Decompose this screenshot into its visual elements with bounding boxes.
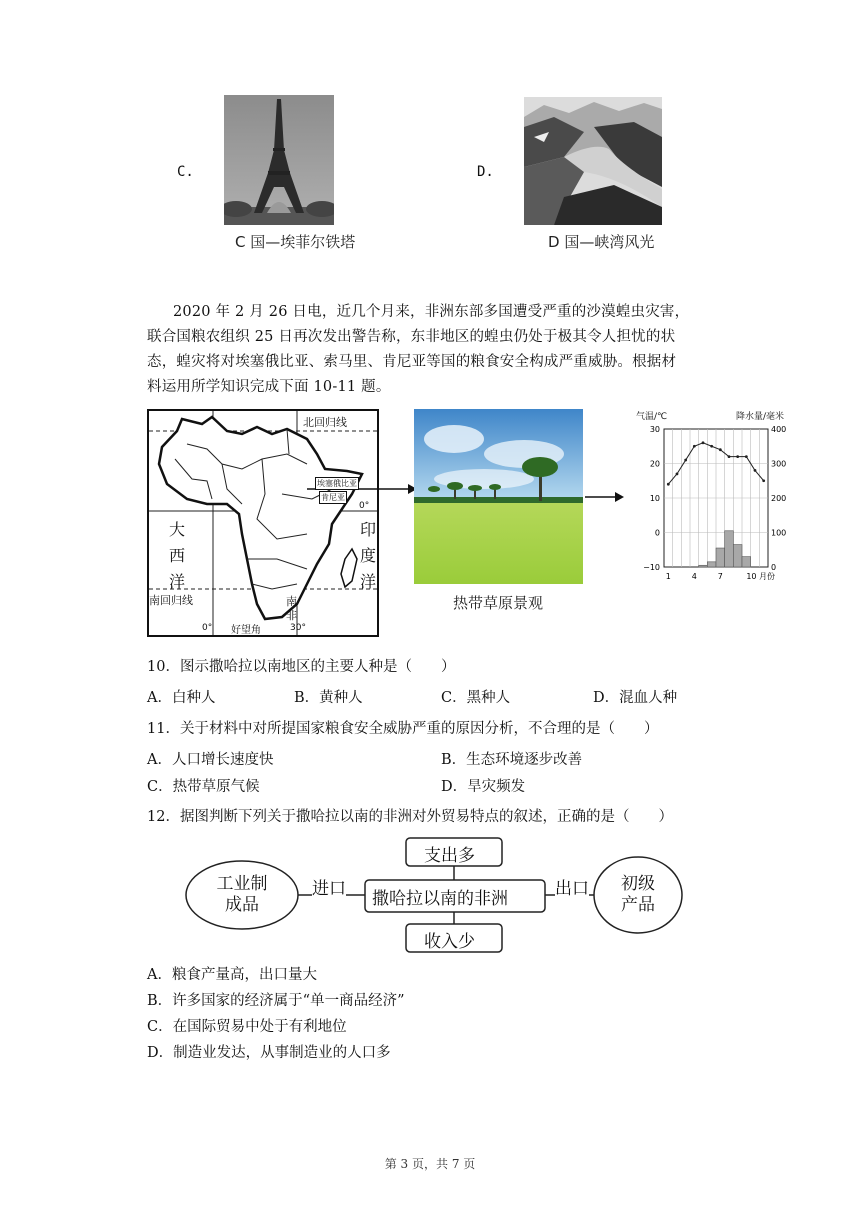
climate-chart bbox=[628, 409, 798, 591]
option-d-caption: D 国—峡湾风光 bbox=[548, 233, 655, 251]
trade-top-label: 支出多 bbox=[424, 846, 475, 866]
month-tick-label: 10 月份 bbox=[746, 572, 776, 581]
trade-right-label: 初级 产品 bbox=[621, 874, 655, 915]
eiffel-tower-photo bbox=[224, 95, 334, 225]
q12-stem: 12．据图判断下列关于撒哈拉以南的非洲对外贸易特点的叙述，正确的是（ ） bbox=[147, 809, 673, 825]
precip-tick-label: 300 bbox=[771, 459, 787, 469]
precip-tick-label: 200 bbox=[771, 494, 787, 503]
temp-point bbox=[745, 455, 748, 458]
precip-bar bbox=[716, 548, 725, 567]
material-line-2: 联合国粮农组织 25 日再次发出警告称，东非地区的蝗虫仍处于极其令人担忧的状 bbox=[147, 329, 676, 345]
precip-bar bbox=[725, 531, 734, 567]
temp-tick-label: 30 bbox=[649, 425, 660, 434]
trade-bottom-label: 收入少 bbox=[424, 932, 475, 952]
temp-point bbox=[702, 441, 705, 444]
cape-good-hope-label: 好望角 bbox=[231, 625, 261, 636]
fjord-photo bbox=[524, 97, 662, 225]
q12-option-d[interactable]: D．制造业发达，从事制造业的人口多 bbox=[147, 1045, 391, 1061]
savanna-caption: 热带草原景观 bbox=[453, 594, 544, 612]
temp-point bbox=[762, 479, 765, 482]
temp-point bbox=[693, 445, 696, 448]
africa-map bbox=[147, 409, 379, 637]
q10-stem: 10．图示撒哈拉以南地区的主要人种是（ ） bbox=[147, 659, 456, 675]
q10-option-c[interactable]: C．黑种人 bbox=[441, 690, 511, 706]
month-tick-label: 1 bbox=[665, 572, 671, 581]
precip-tick-label: 100 bbox=[771, 528, 787, 538]
q11-option-c[interactable]: C．热带草原气候 bbox=[147, 779, 260, 795]
indian-ocean-label: 印 度 洋 bbox=[360, 520, 377, 591]
temp-tick-label: −10 bbox=[643, 563, 660, 572]
precip-bar bbox=[733, 545, 742, 567]
tropic-north-label: 北回归线 bbox=[303, 416, 347, 429]
precip-bar bbox=[699, 565, 708, 567]
material-line-1: 2020 年 2 月 26 日电，近几个月来，非洲东部多国遭受严重的沙漠蝗虫灾害， bbox=[173, 304, 690, 320]
lon-30-label: 30° bbox=[290, 623, 306, 633]
temp-point bbox=[667, 483, 670, 486]
temp-point bbox=[684, 459, 687, 462]
q11-stem: 11．关于材料中对所提国家粮食安全威胁严重的原因分析，不合理的是（ ） bbox=[147, 721, 659, 737]
option-d-letter: D. bbox=[477, 164, 494, 180]
temp-point bbox=[719, 448, 722, 451]
trade-export-label: 出口 bbox=[555, 874, 589, 899]
temp-point bbox=[736, 455, 739, 458]
precip-axis-label: 降水量/毫米 bbox=[736, 412, 785, 422]
q11-option-d[interactable]: D．旱灾频发 bbox=[441, 779, 526, 795]
precip-tick-label: 0 bbox=[771, 563, 777, 572]
temp-axis-label: 气温/℃ bbox=[636, 412, 668, 422]
q12-option-c[interactable]: C．在国际贸易中处于有利地位 bbox=[147, 1019, 347, 1035]
page-footer: 第 3 页，共 7 页 bbox=[384, 1157, 476, 1171]
savanna-photo bbox=[414, 409, 583, 584]
q11-option-b[interactable]: B．生态环境逐步改善 bbox=[441, 752, 583, 768]
trade-import-label: 进口 bbox=[312, 874, 346, 899]
q10-option-a[interactable]: A．白种人 bbox=[147, 690, 216, 706]
month-tick-label: 4 bbox=[691, 572, 697, 581]
precip-bar bbox=[742, 557, 751, 567]
tropic-south-label: 南回归线 bbox=[149, 594, 193, 607]
equator-label: 0° bbox=[359, 501, 370, 511]
lon-0-label: 0° bbox=[202, 623, 213, 633]
climate-svg bbox=[628, 409, 798, 591]
q10-option-d[interactable]: D．混血人种 bbox=[593, 690, 678, 706]
kenya-label: 肯尼亚 bbox=[321, 493, 345, 502]
ethiopia-label: 埃塞俄比亚 bbox=[317, 479, 357, 488]
trade-left-label: 工业制 成品 bbox=[216, 874, 268, 915]
q10-option-b[interactable]: B．黄种人 bbox=[294, 690, 363, 706]
material-line-3: 态，蝗灾将对埃塞俄比亚、索马里、肯尼亚等国的粮食安全构成严重威胁。根据材 bbox=[147, 354, 677, 370]
temp-point bbox=[754, 469, 757, 472]
q11-option-a[interactable]: A．人口增长速度快 bbox=[147, 752, 274, 768]
arrow-icon bbox=[585, 488, 625, 508]
south-africa-label: 南 非 bbox=[286, 595, 297, 622]
month-tick-label: 7 bbox=[717, 572, 723, 581]
trade-diagram bbox=[180, 836, 700, 954]
temp-tick-label: 10 bbox=[649, 494, 660, 503]
arrow-icon bbox=[378, 480, 418, 500]
temp-tick-label: 20 bbox=[649, 459, 660, 469]
material-line-4: 料运用所学知识完成下面 10-11 题。 bbox=[147, 379, 391, 395]
precip-bar bbox=[707, 562, 716, 567]
option-c-letter: C. bbox=[177, 164, 194, 180]
atlantic-label: 大 西 洋 bbox=[169, 520, 186, 591]
temp-tick-label: 0 bbox=[654, 528, 660, 538]
temp-point bbox=[710, 445, 713, 448]
trade-center-label: 撒哈拉以南的非洲 bbox=[372, 889, 508, 909]
q12-option-b[interactable]: B．许多国家的经济属于“单一商品经济” bbox=[147, 993, 405, 1009]
precip-tick-label: 400 bbox=[771, 425, 787, 434]
q12-option-a[interactable]: A．粮食产量高，出口量大 bbox=[147, 967, 317, 983]
temp-point bbox=[728, 455, 731, 458]
temp-point bbox=[676, 472, 679, 475]
option-c-caption: C 国—埃菲尔铁塔 bbox=[235, 233, 356, 251]
